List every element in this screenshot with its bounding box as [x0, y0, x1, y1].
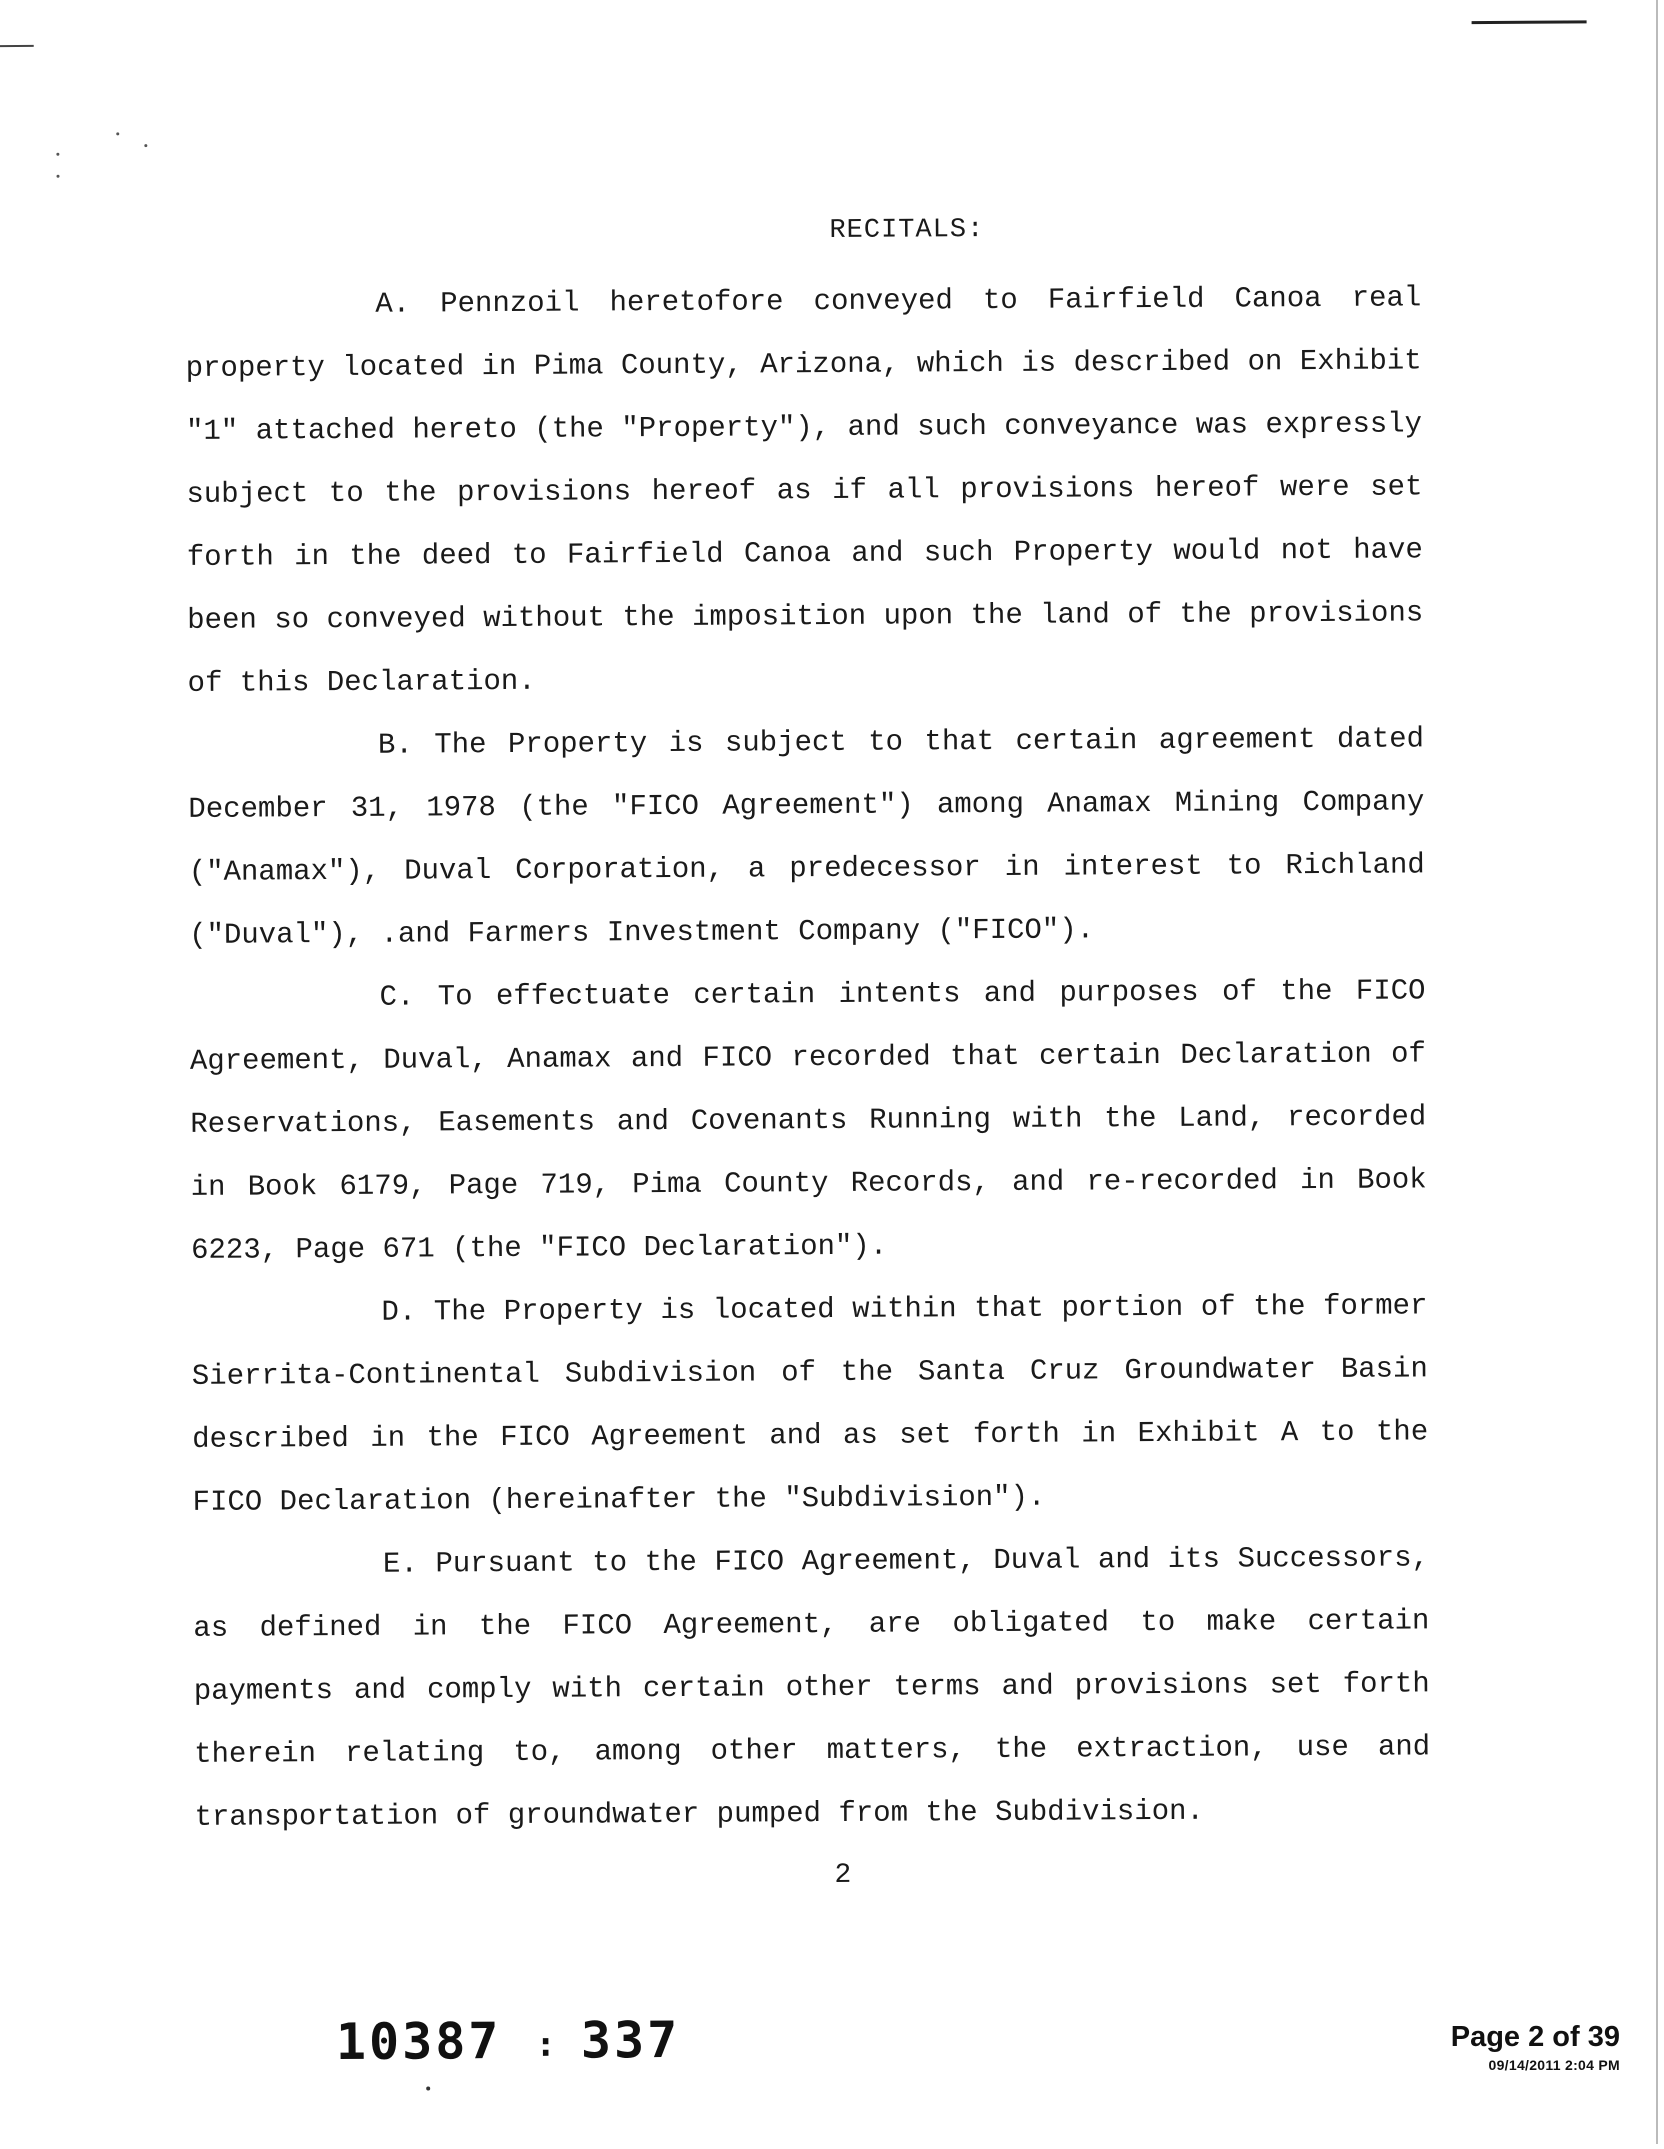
- page-counter: Page 2 of 39: [1450, 2021, 1620, 2053]
- paragraph-label: E.: [382, 1547, 418, 1581]
- recital-paragraph-e: [193, 1526, 1431, 1849]
- print-timestamp: 09/14/2011 2:04 PM: [1488, 2057, 1620, 2073]
- page-counter-block: [1451, 2020, 1620, 2076]
- scan-artifact-line: [1472, 20, 1587, 24]
- paragraph-text: To effectuate certain intents and purposes of the FICO Agreement, Duval, Anamax and FICO recorded that certain Declaration of Reservations, Easements and Covenants Running with the Land, recorded in Book 6179, Page 719, Pima County Records, and re-recorded in Book 6223, Page 671 (the "FICO Declaration").: [189, 974, 1427, 1267]
- page-number: 2: [834, 1859, 852, 1891]
- recording-separator: :: [535, 2024, 560, 2065]
- recital-paragraph-d: [191, 1274, 1429, 1534]
- paragraph-label: A.: [375, 287, 411, 321]
- paragraph-text: Pennzoil heretofore conveyed to Fairfield Canoa real property located in Pima County, Arizona, which is described on Exhibit "1" attached hereto (the "Property"), and such conveyance was expressly subject to the provisions hereof as if all provisions hereof were set forth in the deed to Fairfield Canoa and such Property would not have been so conveyed without the imposition upon the land of the provisions of this Declaration.: [185, 281, 1424, 700]
- paragraph-text: Pursuant to the FICO Agreement, Duval and its Successors, as defined in the FICO Agreement, are obligated to make certain payments and comply with certain other terms and provisions set forth therein relating to, among other matters, the extraction, use and transportation of groundwater pumped from the Subdivision.: [193, 1541, 1431, 1834]
- paragraph-text: The Property is located within that portion of the former Sierrita-Continental Subdivision of the Santa Cruz Groundwater Basin described in the FICO Agreement and as set forth in Exhibit A to the FICO Declaration (hereinafter the "Subdivision").: [191, 1289, 1429, 1519]
- paragraph-text: The Property is subject to that certain agreement dated December 31, 1978 (the "FICO Agreement") among Anamax Mining Company ("Anamax"), Duval Corporation, a predecessor in interest to Richland ("Duval"), .and Farmers Investment Company ("FICO").: [188, 722, 1425, 952]
- recording-page: 337: [580, 2010, 681, 2070]
- recital-paragraph-c: [189, 959, 1427, 1282]
- scan-artifact-dot: [57, 175, 60, 178]
- paragraph-label: D.: [381, 1295, 417, 1329]
- scan-artifact-dot: [56, 153, 59, 156]
- paragraph-label: C.: [379, 980, 415, 1014]
- scan-artifact-dot: [116, 132, 119, 135]
- scan-artifact-dot: [144, 144, 147, 147]
- scan-artifact-line: [0, 45, 34, 47]
- scan-artifact-dot: [426, 2086, 430, 2090]
- recording-stamp: [336, 2011, 681, 2071]
- recital-paragraph-a: [185, 266, 1424, 715]
- section-heading: RECITALS:: [829, 215, 985, 246]
- recording-book: 10387: [335, 2012, 502, 2072]
- recitals-body: [185, 266, 1431, 1849]
- recital-paragraph-b: [188, 707, 1426, 967]
- paragraph-label: B.: [377, 728, 413, 762]
- scan-edge: [1656, 0, 1658, 2144]
